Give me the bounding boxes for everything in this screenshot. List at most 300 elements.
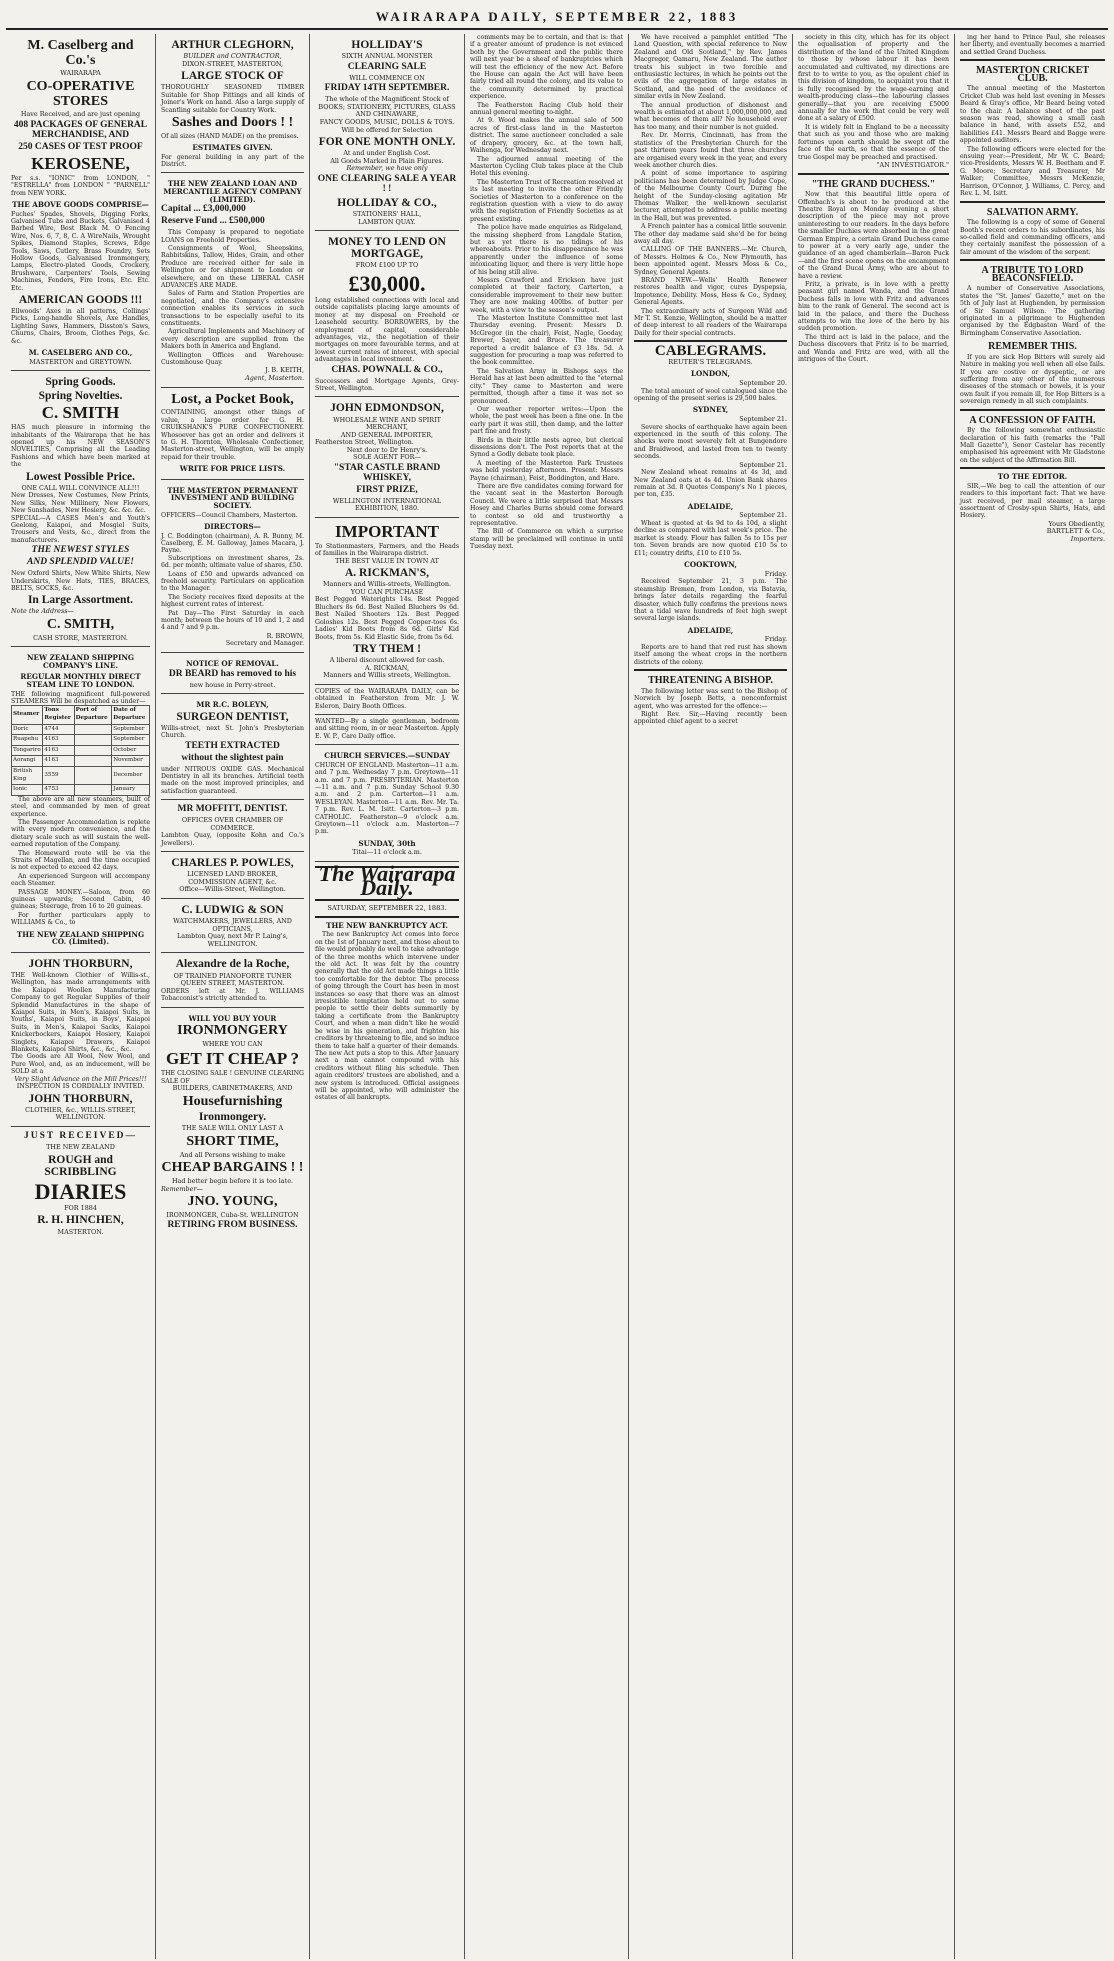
butter-factory: Messrs Crawford and Erickson have just completed at their factory, Carterton, a considerable improvement to their new butter. They are now making 400lbs. of butter per week, with a view to the season's output. [470,277,623,314]
directors-body: J. C. Boddington (chairman), A. R. Bunny, M. Caselberg, E. M. Galloway, James Macara, J. Payne. [161,532,304,555]
caselberg-pkgs: 408 PACKAGES OF GENERAL MERCHANDISE, AND [13,119,148,140]
powles: CHARLES P. POWLES, [171,857,294,870]
park-trustees: A meeting of the Masterton Park Trustees was held yesterday afternoon. Present: Messrs Payne (chairman), Feist, Boddington, and Hare. [470,459,623,482]
table-cell: September [112,735,150,746]
adelaide-text: Wheat is quoted at 4s 9d to 4s 10d, a slight decline as compared with last week's price. The market is steady. Flour has fallen 5s to 15s per ton. Seven brands are now quoted £10 5s to £11; country drifts, £10 to £10 5s. [634,520,787,557]
ironmongery: IRONMONGERY [177,1023,288,1039]
ludwig-ad [161,899,304,953]
cricket-heading: MASTERTON CRICKET CLUB. [975,65,1090,84]
table-cell [74,735,112,746]
copies: COPIES of the WAIRARAPA DAILY, can be obtained in Featherston from Mr. J. W. Esleron, Dairy Booth Offices. [315,687,459,710]
column-3 [310,34,465,1959]
letter-continued: society in this city, which has for its object the equalisation of property and the distribution of the land of the United Kingdom to those by whose labour it has been accumulated and cultivated, my directions are first to to write to you, as the opulent chief in this division of kingdom, to acquaint you that it is fully recognised by the wage-earning and wealth-producing class—the labouring classes generally—that you are receiving £5000 annually for the work that could be very well done at a salary of £500. [798,34,949,123]
just-received: JUST RECEIVED— [23,1131,138,1142]
money-ad [315,231,459,397]
brown-title: Secretary and Manager. [225,639,304,648]
sailing-table-header [12,706,150,724]
roche-ad [161,953,304,1007]
table-cell: 3559 [43,767,74,785]
nz-shipping-ad [11,647,150,953]
diaries-ad [11,1127,150,1240]
wanted: WANTED—By a single gentleman, bedroom and sitting room, in or near Masterton. Apply E. W. P., Care Daily office. [315,717,459,740]
lost-body: CONTAINING, amongst other things of value, a large order for G. H. CRUIKSHANK'S PURE CONFECTIONERY. Whosoever has got an order and delivers it to G. H. Thornton, Wholesale Confectioner, Masterton-street, Wellington, will be amply repaid for their trouble. [161,409,304,461]
ludwig-town: WELLINGTON. [207,939,258,948]
london-text: The total amount of wool catalogued since the opening of the present series is 29,500 bales. [634,387,787,403]
church-body: CHURCH OF ENGLAND. Masterton—11 a.m. and 7 p.m. Wednesday 7 p.m. Greytown—11 a.m. and 7 p.m. PRESBYTERIAN. Masterton—11 a.m. and 7 p.m. Sunday School 9.30 a.m. and 2 p.m. Carterton—11 a.m. WESLEYAN. Masterton—11 a.m. Rev. Mr. Ta. 7 p.m. Rev. L. M. Isitt. Carterton—3 p.m. CATHOLIC. Featherston—9 o'clock a.m. Greytown—11 o'clock a.m. Masterton—7 p.m. [315,761,459,836]
powles-ad [161,852,304,899]
column-4 [465,34,629,1959]
books: BOOKS; STATIONERY, PICTURES, GLASS AND CHINAWARE, [318,102,456,119]
salvation-note: The Salvation Army in Bishops says the Herald has at last been admitted to the "eternal city." They came to Masterton and were permitted, though after a time it was not so pronounced. [470,367,623,405]
roche-address: QUEEN STREET, MASTERTON. [180,979,285,988]
missing-shepherd: The police have made enquiries as Ridgeland, the missing shepherd from Langdale Station, but as yet there is no tidings of his whereabouts. Prior to his disappearance he was apparently under the influence of some intoxicating liquor, and there is very little hope of his being still alive. [470,224,623,276]
divider [315,916,459,918]
remember-heading: REMEMBER THIS. [988,341,1077,353]
permanent-title: THE MASTERTON PERMANENT INVESTMENT AND BUILDING SOCIETY. [167,485,298,510]
sydney2-date: September 21. [739,460,787,469]
nz-loan-title: THE NEW ZEALAND LOAN AND MERCANTILE AGENCY COMPANY (LIMITED). [163,179,302,204]
land-sale: At 9. Wood makes the annual sale of 500 acres of first-class land in the Masterton district. The same auctioneer concluded a sale of drapery, grocery, &c. at the town hall, Waihenga, for Wednesday next. [470,117,623,155]
beaconsfield-heading: A TRIBUTE TO LORD BEACONSFIELD. [981,265,1084,284]
wholesale: WHOLESALE WINE AND SPIRIT MERCHANT, [333,415,441,432]
caselberg-brands: Per s.s. "IONIC" from LONDON, " "ESTRELLA" from LONDON " "PARNELL" from NEW YORK. [11,174,150,197]
nameplate [315,861,459,901]
cooktown-text: Received September 21, 3 p.m. The steamship Bremen, from London, via Batavia, brings later details regarding the fearful disaster, which fully confirms the previous news that a tidal wave hundreds of feet high swept several large islands. [634,578,787,623]
caselberg-sign: M. CASELBERG AND CO., [28,348,133,358]
grand-duchess-text-3: The third act is laid in the palace, and the Duchess discovers that Fritz is to be married, and Wanda and Fritz are wed, with all the intrigues of the Court. [798,333,949,364]
begin-before: Had better begin before it is too late. [171,1176,294,1185]
caselberg-sub: WAIRARAPA [60,69,101,78]
table-cell [74,724,112,735]
table-cell: 4753 [43,785,74,796]
closing-sale: THE CLOSING SALE ! GENUINE CLEARING SALE OF [161,1070,304,1085]
table-cell [74,785,112,796]
grand-duchess-text: Now that this beautiful little opera of Offenbach's is about to be produced at the Theatre Royal on Monday evening a short description of the piece may not prove uninteresting to our readers. In the days before the smaller Duchies were absorbed in the great German Empire, a certain Grand Duchess came to power at a very early age, under the guidance of an aged chamberlain—Baron Puck—and the first scene opens on the encampment of the Grand Ducal Army, who are about to have a review. [798,191,949,280]
thorburn-clothier: CLOTHIER, &c., WILLIS-STREET, WELLINGTON. [25,1105,136,1122]
straws: New Oxford Shirts, New White Shirts, New Underskirts, New Hats, TIES, BRACES, BELTS, SOCKS, &c. [11,570,150,592]
commerce-bill: The Bill of Commerce on which a surprise stamp will be proclaimed will continue in until Tuesday next. [470,528,623,551]
pownall: CHAS. POWNALL & CO., [331,364,443,375]
remember-text: If you are sick Hop Bitters will surely aid Nature in making you well when all else fails. If you are costive or dyspeptic, or are suffering from any other of the numerous diseases of the stomach or bowels, it is your own fault if you remain ill, for Hop Bitters is a sovereign remedy in all such complaints. [960,353,1105,406]
table-cell: Doric [12,724,43,735]
caselberg-ad [11,34,150,371]
adelaide-place: ADELAIDE, [687,501,734,511]
you-can-purchase: YOU CAN PURCHASE [350,587,424,596]
importers: Importers. [1070,535,1105,544]
dentist-ad [161,694,304,800]
stationers-hall: STATIONERS' HALL, [352,210,422,218]
persons-wishing: And all Persons wishing to make [179,1150,286,1159]
beard-house: new house in Perry-street. [189,680,276,689]
money-to-lend: MONEY TO LEND ON MORTGAGE, [328,236,446,261]
one-clearing: ONE CLEARING SALE A YEAR ! ! [317,174,457,194]
to-farmers: To Stationmasters, Farmers, and the Heads of families in the Wairarapa district. [315,542,459,558]
titai: Titai—11 o'clock a.m. [352,848,422,857]
diaries-year: FOR 1884 [64,1203,97,1212]
clerical: Birds in their little nests agree, but clerical dissensions don't. The Post reports that at the Synod a Godly debate took place. [470,436,623,459]
remember-only: Remember, we have only [346,164,428,173]
thorburn-body: THE Well-known Clothier of Willis-st., Wellington, has made arrangements with the Kaiapoi Woollen Manufacturing Company to get Regular Supplies of their Splendid Manufactures in the shape of Kaiapoi Suits, in Men's, Kaiapoi Suits, in Youths', Kaiapoi Suits, in Boys', Kaiapoi Suits, in Men's, Kaiapoi Sacks, Kaiapoi Knickerbockers, Kaiapoi Hosiery, Kaiapoi Singlets, Kaiapoi Drawers, Kaiapoi Blankets, Kaiapoi Shirts, &c., &c., &c. [11,971,150,1053]
yours: Yours Obediently, [1048,519,1105,528]
masthead-title: WAIRARAPA DAILY, SEPTEMBER 22, 1883 [375,9,739,24]
church-heading: CHURCH SERVICES.—SUNDAY [324,751,450,761]
building-society-ad [161,480,304,653]
caselberg-received: Have Received, and are just opening [20,110,141,119]
salvation-text: The following is a copy of some of General Booth's recent orders to his subordinates, his so-called field and commanding officers, and they certainly manifest the possession of a fair amount of the wisdom of the serpent. [960,219,1105,256]
powles-agent: COMMISSION AGENT, &c. [188,877,277,886]
nzs-company: THE NEW ZEALAND SHIPPING CO. (Limited). [16,929,145,947]
splendid-value: AND SPLENDID VALUE! [27,557,134,568]
exhibition: WELLINGTON INTERNATIONAL EXHIBITION, 1880. [332,496,442,513]
loan-body: This Company is prepared to negotiate LOANS on Freehold Properties. [161,229,304,244]
lost-ad [161,388,304,480]
columns [6,34,1108,1959]
caselberg-comprise: THE ABOVE GOODS COMPRISE— [12,199,149,209]
ludwig-trade: WATCHMAKERS, JEWELLERS, AND OPTICIANS, [173,917,292,933]
copies-ad [315,685,459,715]
first-prize: FIRST PRIZE, [356,484,418,495]
ironmongery-2: Ironmongery. [198,1111,267,1124]
cricket-officers: The following officers were elected for the ensuing year:—President, Mr W. C. Beard; vice-Presidents, Messrs W. H. Beetham and F. G. Moore; Secretary and Treasurer, Mr Walker; Committee, Messrs McKenzie, Harrison, O'Connor, J. Williams, C. Percy, and Rev. L. M. Isitt. [960,145,1105,198]
young: JNO. YOUNG, [187,1194,278,1210]
hinchen-place: MASTERTON. [57,1227,104,1236]
sydney2-text: New Zealand wheat remains at 4s 3d, and New Zealand oats at 4s 4d. Union Bank shares remain at 3d. 8 Quotes Company's No 1 pieces, per ton, £35. [634,469,787,499]
column-1 [6,34,156,1959]
star-castle: "STAR CASTLE BRAND WHISKEY, [333,462,441,483]
teeth-extracted: TEETH EXTRACTED [185,740,280,751]
column-7 [955,34,1108,1959]
table-cell [74,767,112,785]
table-row [12,735,150,746]
adelaide2-text: Reports are to hand that red rust has shown itself among the wheat crops in the northern districts of the colony. [634,643,787,666]
table-header: Tons Register [43,706,74,724]
table-header: Steamer [12,706,43,724]
table-cell: 4163 [43,745,74,756]
table-header: Port of Departure [74,706,112,724]
smith-heading-2: C. SMITH, [46,616,115,632]
cooktown-place: COOKTOWN, [684,560,737,570]
timber-body: THOROUGHLY SEASONED TIMBER Suitable for Shop Fittings and all kinds of Joiner's Work on hand. Also a large supply of Scantling suitable for Country Work. [161,84,304,114]
table-cell: 4744 [43,724,74,735]
spring-novelties: Spring Novelties. [38,390,123,403]
hollidays: HOLLIDAY'S [351,39,423,51]
table-cell: 4163 [43,756,74,767]
table-header: Date of Departure [112,706,150,724]
divider [960,259,1105,261]
adelaide2-date: Friday. [764,635,787,644]
smith-body: HAS much pleasure in informing the inhabitants of the Wairarapa that he has opened up his NEW SEASON'S NOVELTIES, Comprising all the Leading Fashions and which have been marked at the [11,424,150,469]
extraordinary-acts: The extraordinary acts of Surgeon Wild and Mr T. St. Kenzie, Wellington, should be a matter of deep interest to all readers of the Wairarapa Daily for their special contracts. [634,307,787,337]
further-particulars: For further particulars apply to WILLIAMS & Co., to [11,911,150,927]
offered: Will be offered for Selection [341,125,433,134]
pay-day: Pat Day—The First Saturday in each month; between the hours of 10 and 1, 2 and 4 and 7 and 9 p.m. [161,609,304,632]
edmondson: JOHN EDMONDSON, [330,402,444,415]
caselberg-heading: M. Caselberg and Co.'s [27,38,134,68]
letter-invitation: It is widely felt in England to be a necessity that such as you and those who are making fortunes upon earth should be swept off the face of the earth, so that the essence of the true Gospel may be preached and practised. [798,123,949,161]
london-date: September 20. [739,379,787,388]
dentist-address: Willis-street, next St. John's Presbyterian Church. [161,724,304,740]
table-row [12,756,150,767]
passage-money: PASSAGE MONEY.—Saloon, from 60 guineas upwards; Second Cabin, 40 guineas; Steerage, from 16 to 20 guineas. [11,888,150,911]
remember: Remember— [161,1184,203,1193]
moffitt: MR MOFFITT, DENTIST. [177,804,288,815]
kerosene-heading: KEROSENE, [31,153,130,173]
bishop-letter: Right Rev. Sir,—Having recently been appointed chief agent to a secret [634,710,787,726]
divider [634,340,787,342]
thorburn-ad [11,953,150,1127]
table-cell: January [112,785,150,796]
liberal-discount: A liberal discount allowed for cash. [329,655,445,664]
directors: DIRECTORS— [204,521,261,531]
london-place: LONDON, [691,369,730,379]
cleghorn-builder: BUILDER and CONTRACTOR, [183,52,282,61]
sydney-place: SYDNEY, [692,405,729,415]
roche-orders: ORDERS left at Mr. J. WILLIAMS Tobacconist's strictly attended to. [161,987,304,1003]
following-steamers: THE following magnificent full-powered STEAMERS Will be despatched as under— [11,690,150,706]
try-them: TRY THEM ! [353,642,421,655]
grand-duchess-heading: "THE GRAND DUCHESS." [811,178,936,190]
society-deposits: The Society receives fixed deposits at the highest current rates of interest. [161,593,304,609]
land-question: We have received a pamphlet entitled "The Land Question, with special reference to New Zealand and Old Scotland," by Rev. James Macgregor, Oamaru, New Zealand. The author treats his subject in two forcible and enthusiastic lectures, in which he points out the evils of the aggregation of large estates in Scotland, and the need of the avoidance of similar evils in New Zealand. [634,34,787,101]
note-address: Note the Address— [11,607,74,616]
holliday-co: HOLLIDAY & CO., [337,196,437,209]
cooktown-date: Friday. [764,569,787,578]
next-door: Next door to Dr Henry's. [346,445,428,454]
brown: R. BROWN, [266,631,304,640]
keith-agent: Agent, Masterton. [245,374,304,383]
thorburn-heading-2: JOHN THORBURN, [28,1092,133,1105]
clearing-sale: CLEARING SALE [347,61,427,72]
table-cell: October [112,745,150,756]
table-cell: December [112,767,150,785]
edmondson-ad [315,397,459,518]
leader-continued: comments may be to certain, and that is: that if a greater amount of prudence is not evinced both by the Government and the public there will next year be a sheaf of bankruptcies which will test the efficiency of the new Act. Before the House can again the Act will have been fairly tried all round the colony, and its value to the community determined by practical experience. [470,34,623,101]
column-2 [156,34,310,1959]
table-cell: November [112,756,150,767]
thirty-thousand: £30,000. [348,270,426,296]
sunday-30th: SUNDAY, 30th [358,838,416,848]
regular-line: REGULAR MONTHLY DIRECT STEAM LINE TO LONDON. [20,672,141,690]
health-renewer: BRAND NEW.—Wells' Health Renewer restores health and vigor, cures Dyspepsia, Impotence, Debility. Moss, Hess & Co., Sydney, General Agents. [634,277,787,307]
table-cell [74,745,112,756]
builders: BUILDERS, CABINETMAKERS, AND [172,1084,293,1093]
bartlett: BARTLETT & Co., [1046,527,1105,536]
table-cell: September [112,724,150,735]
holliday-ad [315,34,459,231]
smith-ad [11,371,150,647]
loans: Loans of £50 and upwards advanced on freehold security. Particulars on application to the Manager. [161,570,304,593]
smith-heading: C. SMITH [41,403,120,423]
wanted-ad [315,715,459,745]
pownall-address: Successors and Mortgage Agents, Grey-Street, Wellington. [315,377,459,393]
american-body: Ellwoods' Axes in all patterns, Collings' Picks, Long-handle Shovels, Axe Handles, Lighting Saws, Hammers, Disston's Saws, Churns, Chairs, Broom, Clothes Pegs, &c. &c. [11,308,150,345]
keith: J. B. KEITH, [265,366,304,375]
cycling-club: The adjourned annual meeting of the Masterton Cycling Club takes place at the Club Hotel this evening. [470,155,623,178]
sashes-body: Of all sizes (HAND MADE) on the premises. [161,132,299,140]
english-cost: At and under English Cost. [343,149,431,158]
nz-loan-ad [161,173,304,387]
lowest-price: Lowest Possible Price. [26,470,135,483]
cash-store: CASH STORE, MASTERTON. [33,633,128,642]
sashes-heading: Sashes and Doors ! ! [171,114,294,130]
table-row [12,745,150,756]
beaconsfield-text: A number of Conservative Associations, states the "St. James' Gazette," met on the 5th of July last at Hughenden, by permission of Sir Samuel Wilson. The gathering originated in a pilgrimage to Hughenden organised by the Edgbaston Ward of the Birmingham Conservative Association. [960,285,1105,337]
table-cell: British King [12,767,43,785]
painless: without the slightest pain [181,752,284,763]
rickman-4: Manners and Willis streets, Wellington. [323,671,451,680]
capital: Capital ... £3,000,000 [161,204,246,215]
sixth-annual: SIXTH ANNUAL MONSTER [341,52,433,61]
cheap-bargains: CHEAP BARGAINS ! ! [161,1160,304,1176]
calling-banners: CALLING OF THE BANNERS.—Mr. Church, of Messrs. Holmes & Co., New Plymouth, has been appointed agent. Messrs Moss & Co., Sydney, General Agents. [634,246,787,276]
consignments: Consignments of Wool, Sheepskins, Rabbitskins, Tallow, Hides, Grain, and other Produce are received either for sale in Wellington or for shipment to London or elsewhere, and on these LIBERAL CASH ADVANCES ARE MADE. [161,244,304,289]
get-it-cheap: GET IT CHEAP ? [165,1049,300,1069]
french-painter: A French painter has a comical little souvenir. The other day madame said she'd be for being away all day. [634,223,787,245]
powles-broker: LICENSED LAND BROKER, [187,870,278,879]
sale-will-last: THE SALE WILL ONLY LAST A [181,1124,284,1133]
table-row [12,724,150,735]
cleghorn-address: DIXON-STREET, MASTERTON, [181,59,284,68]
sydney-date: September 21. [739,415,787,424]
lost-heading: Lost, a Pocket Book, [171,391,294,407]
roche-trade: OF TRAINED PIANOFORTE TUNER [173,971,292,980]
rickman-ad [315,518,459,685]
cleghorn-heading: ARTHUR CLEGHORN, [171,39,294,51]
column-5 [629,34,793,1959]
editor-text: SIR,—We beg to call the attention of our readers to this important fact: That we have just received, per mail steamer, a large assortment of Crosby-spun Shirts, Hats, and Hosiery. [960,482,1105,520]
moffitt-ad [161,800,304,852]
confession-heading: A CONFESSION OF FAITH. [969,414,1096,426]
diaries-heading: DIARIES [34,1178,127,1204]
will-commence: WILL COMMENCE ON [349,73,425,82]
removal-ad [161,653,304,694]
moffitt-offices: OFFICES OVER CHAMBER OF COMMERCE. [181,816,284,832]
short-time: SHORT TIME, [186,1134,279,1149]
racing-club: The Featherston Racing Club hold their annual general meeting to-night. [470,101,623,117]
divider [634,669,787,671]
where-you-can: WHERE YOU CAN [202,1039,263,1048]
beard-removed: DR BEARD has removed to his [168,668,297,679]
ship-surgeon: An experienced Surgeon will accompany each Steamer. [11,872,150,888]
divider [960,467,1105,469]
church-ad [315,745,459,862]
rickman-address: Manners and Willis-streets, Wellington. [323,580,451,589]
sailing-table [11,705,150,795]
friday: FRIDAY 14TH SEPTEMBER. [324,83,450,94]
letter-sign: "AN INVESTIGATOR." [876,160,949,169]
one-month: FOR ONE MONTH ONLY. [318,136,456,149]
roche: Alexandre de la Roche, [175,958,290,971]
nameplate-title: The Wairarapa Daily. [318,861,456,900]
notice-removal: NOTICE OF REMOVAL. [186,659,279,669]
divider [960,201,1105,203]
american-goods: AMERICAN GOODS !!! [18,293,143,306]
ludwig-address: Lambton Quay, next Mr P. Laing's, [177,932,288,941]
rough-scribbling: ROUGH and SCRIBBLING [44,1153,117,1178]
fancy-goods: FANCY GOODS, MUSIC, DOLLS & TOYS. [319,117,455,126]
divider [960,409,1105,411]
bishop-heading: THREATENING A BISHOP. [648,675,773,687]
important: IMPORTANT [335,521,439,541]
annual-production: The annual production of dishonest and wealth is estimated at about 1,000,000,000, and what becomes of them all? No household ever has too many, and their number is not guided. [634,101,787,131]
whole-stock: The whole of the Magnificent Stock of [325,95,449,104]
caselberg-list: Fuches' Spades, Shovels, Digging Forks, Galvanised Tubs and Buckets, Galvanised 4 Barbed Wire, Best Black M. O Fencing Wire, Nos. 6, 7, 8, C. A WireNails, Wrought Spikes, Diamond Staples, Screws, Edge Tools, Saws, Cutlery, Brass Foundry, Sets Hollow Goods, Galvanised Ironmongery, Lamps, Electro-plated Goods, Crockery, Brushware, Carpenters' Tools, Sewing Machines, Fenders, Fire Irons, Etc. Etc. Etc. [11,210,150,292]
newest-styles: THE NEWEST STYLES [31,545,130,556]
bishop-text: The following letter was sent to the Bishop of Norwich by Joseph Betts, a nonconformist agent, who was arrested for the offence:— [634,687,787,710]
thorburn-heading: JOHN THORBURN, [28,957,133,970]
caselberg-sign2: MASTERTON and GREYTOWN. [29,357,132,366]
call-will-convince: ONE CALL WILL CONVINCE ALL!!! [21,483,140,492]
boleyn: MR R.C. BOLEYN, [196,700,269,710]
implements: Agricultural Implements and Machinery of every description are supplied from the Makers both in America and England. [161,328,304,351]
divider [798,173,949,175]
table-cell: Tongariro [12,745,43,756]
nz-ship-title: NEW ZEALAND SHIPPING COMPANY'S LINE. [26,653,135,670]
plain-figures: All Goods Marked in Plain Figures. [330,156,444,165]
money-body: Long established connections with local and outside capitalists placing large amounts of money at my disposal on Freehold or Leasehold security. BORROWERS, by the employment of capital, considerable advantages, viz., the negotiation of their mortgages on more favourable terms, and at lowest current rates of interest, with special advantages in local investment. [315,297,459,364]
money-from: FROM £100 UP TO [355,261,419,270]
young-ad [161,1008,304,1238]
table-cell: 4163 [43,735,74,746]
friendly-societies: The Masterton Trust of Recreation resolved at its last meeting to invite the other Friendly Societies of Masterton to a conference on the registration question with a view to do away with the registration of Friendly Societies as at present existing. [470,178,623,223]
cablegrams-heading: CABLEGRAMS. [654,343,767,360]
estimates-body: For general building in any part of the District. [161,153,304,169]
confession-text: By the following somewhat enthusiastic declaration of his faith (remarks the "Pall Mall Gazette"), Senor Castelar has recently emphasised his agreement with Mr Gladstone on the subject of the Affirmation Bill. [960,427,1105,464]
lambton-quay: LAMBTON QUAY. [358,217,416,226]
rev-morris: Rev. Dr. Morris, Cincinnati, has from the statistics of the Presbyterian Church for the past thirteen years found that three churches are organised every week in the year, and every week another church dies. [634,132,787,169]
co-op-stores: CO-OPERATIVE STORES [26,78,135,109]
adelaide-date: September 21. [739,511,787,520]
thorburn-discount: Very Slight Advance on the Mill Prices!!! [14,1074,147,1083]
institute-committee: The Masterton Institute Committee met last Thursday evening. Present: Messrs D. McGregor (in the chair), Feist, Nagle, Gooday, Brewer, Sayer, and Bruce. The treasurer reported a credit balance of £3 18s. 5d. A suggestion for procuring a map was referred to the book committee. [470,315,623,367]
cleghorn-ad [161,34,304,173]
caselberg-cases: 250 CASES OF TEST PROOF [18,141,143,152]
importer: AND GENERAL IMPORTER, [340,430,434,439]
column-6 [793,34,955,1959]
best-value: THE BEST VALUE IN TOWN AT [335,556,439,565]
surgeon-dentist: SURGEON DENTIST, [176,710,289,723]
thorburn-inspect: INSPECTION IS CORDIALLY INVITED. [16,1082,145,1091]
featherston: Featherston Street, Wellington. [315,439,414,447]
table-cell: Ruapehu [12,735,43,746]
ludwig: C. LUDWIG & SON [181,904,284,917]
grand-duchess-text-2: Fritz, a private, is in love with a pretty peasant girl named Wanda, and the Grand Duchess falls in love with Fritz and advances him to the rank of General. The second act is laid in the palace, and there the Duchess attempts to win the love of the hero by his sudden promotion. [798,280,949,333]
estimates: ESTIMATES GIVEN. [192,143,273,153]
bankruptcy-heading: THE NEW BANKRUPTCY ACT. [326,920,448,930]
subscriptions: Subscriptions on investment shares, 2s. 6d. per month; ultimate value of shares, £50. [161,554,304,570]
loan-offices: Wellington Offices and Warehouse: Customhouse Quay. [161,351,304,367]
table-cell: Ionic [12,785,43,796]
cricket-text: The annual meeting of the Masterton Cricket Club was held last evening in Messrs Beard & Gray's office, Mr Beard being voted to the chair. A balance sheet of the past season was read, showing a small cash balance in hand, with assets £52, and liabilities £41. Messrs Beard and Bagge were appointed auditors. [960,85,1105,145]
write-price-lists: WRITE FOR PRICE LISTS. [179,464,286,474]
rickman: A. RICKMAN'S, [344,567,429,580]
painless-body: under NITROUS OXIDE GAS. Mechanical Dentistry in all its branches. Artificial teeth made on the most improved principles, and satisfaction guaranteed. [161,765,304,795]
table-cell [74,756,112,767]
housefurnishing: Housefurnishing [182,1093,283,1109]
ship-para2: The Homeward route will be via the Straits of Magellan, and the time occupied is not expected to exceed 42 days. [11,849,150,872]
spring-goods: Spring Goods. [45,376,116,389]
hinchen: R. H. HINCHEN, [37,1214,124,1227]
society-offices: OFFICERS—Council Chambers, Masterton. [161,511,298,519]
issue-date: SATURDAY, SEPTEMBER 22, 1883. [327,904,447,913]
table-row [12,767,150,785]
sole-agent: SOLE AGENT FOR— [353,453,421,462]
ship-para: The Passenger Accommodation is replete with every modern convenience, and the dietary scale such as will sustain the well-earned reputation of the Company. [11,819,150,849]
weather-report: Our weather reporter writes:—Upon the whole, the past week has been a fine one. In the early part it was still, then damp, and the latter part fine and frosty. [470,405,623,436]
thorburn-note: The Goods are All Wool, New Wool, and Pure Wool, and, as an inducement, will be SOLD at a [11,1053,150,1076]
station-sales: Sales of Farm and Station Properties are negotiated, and the Company's extensive connection enables its services in such transactions to be especially useful to its constituents. [161,290,304,328]
reuters: REUTER'S TELEGRAMS. [668,357,753,366]
